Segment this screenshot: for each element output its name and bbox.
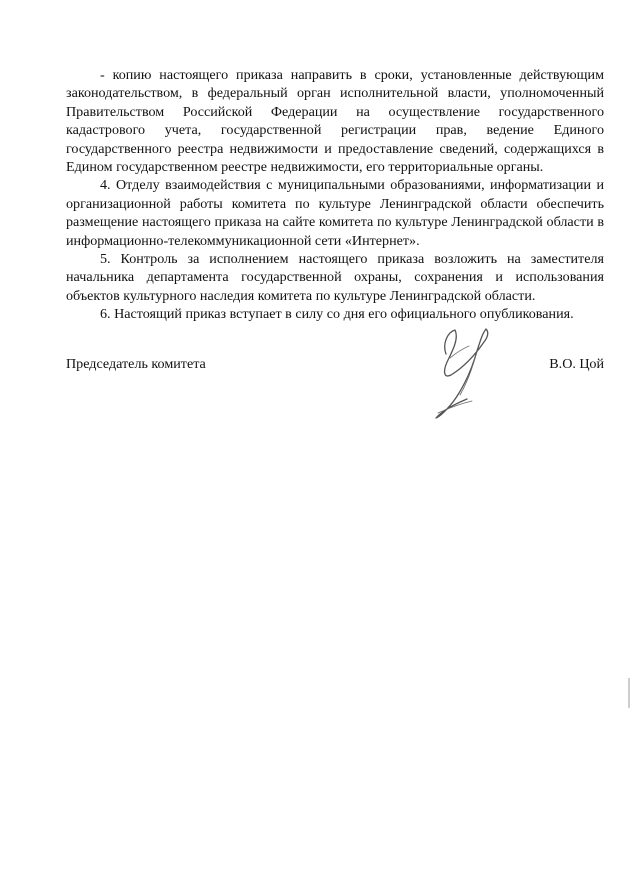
paragraph-6-effective-date: 6. Настоящий приказ вступает в силу со дня его официального опубликования. [100, 306, 574, 323]
signatory-name: В.О. Цой [549, 356, 604, 372]
paragraph-4-publication: 4. Отделу взаимодействия с муниципальными образованиями, информатизации и организационной работы комитета по культуре Ленинградской области обеспечить размещение настоящего приказа на сайте комитета по культуре Ленинградской области в информационно-телекоммуникационной сети «Интернет». [66, 177, 604, 249]
signature-block [66, 356, 604, 378]
scan-edge-mark [628, 678, 630, 708]
document-body [66, 66, 604, 324]
paragraph-5-control: 5. Контроль за исполнением настоящего приказа возложить на заместителя начальника департамента государственной охраны, сохранения и использования объектов культурного наследия комитета по культуре Ленинградской области. [66, 251, 604, 304]
handwritten-signature-icon [428, 322, 508, 424]
paragraph-copy-order: - копию настоящего приказа направить в сроки, установленные действующим законодательством, в федеральный орган исполнительной власти, уполномоченный Правительством Российской Федерации на осуществление государственного кадастрового учета, государственной регистрации прав, ведение Единого государственного реестра недвижимости и предоставление сведений, содержащихся в Едином государственном реестре недвижимости, его территориальные органы. [66, 67, 604, 176]
signatory-title: Председатель комитета [66, 356, 206, 372]
